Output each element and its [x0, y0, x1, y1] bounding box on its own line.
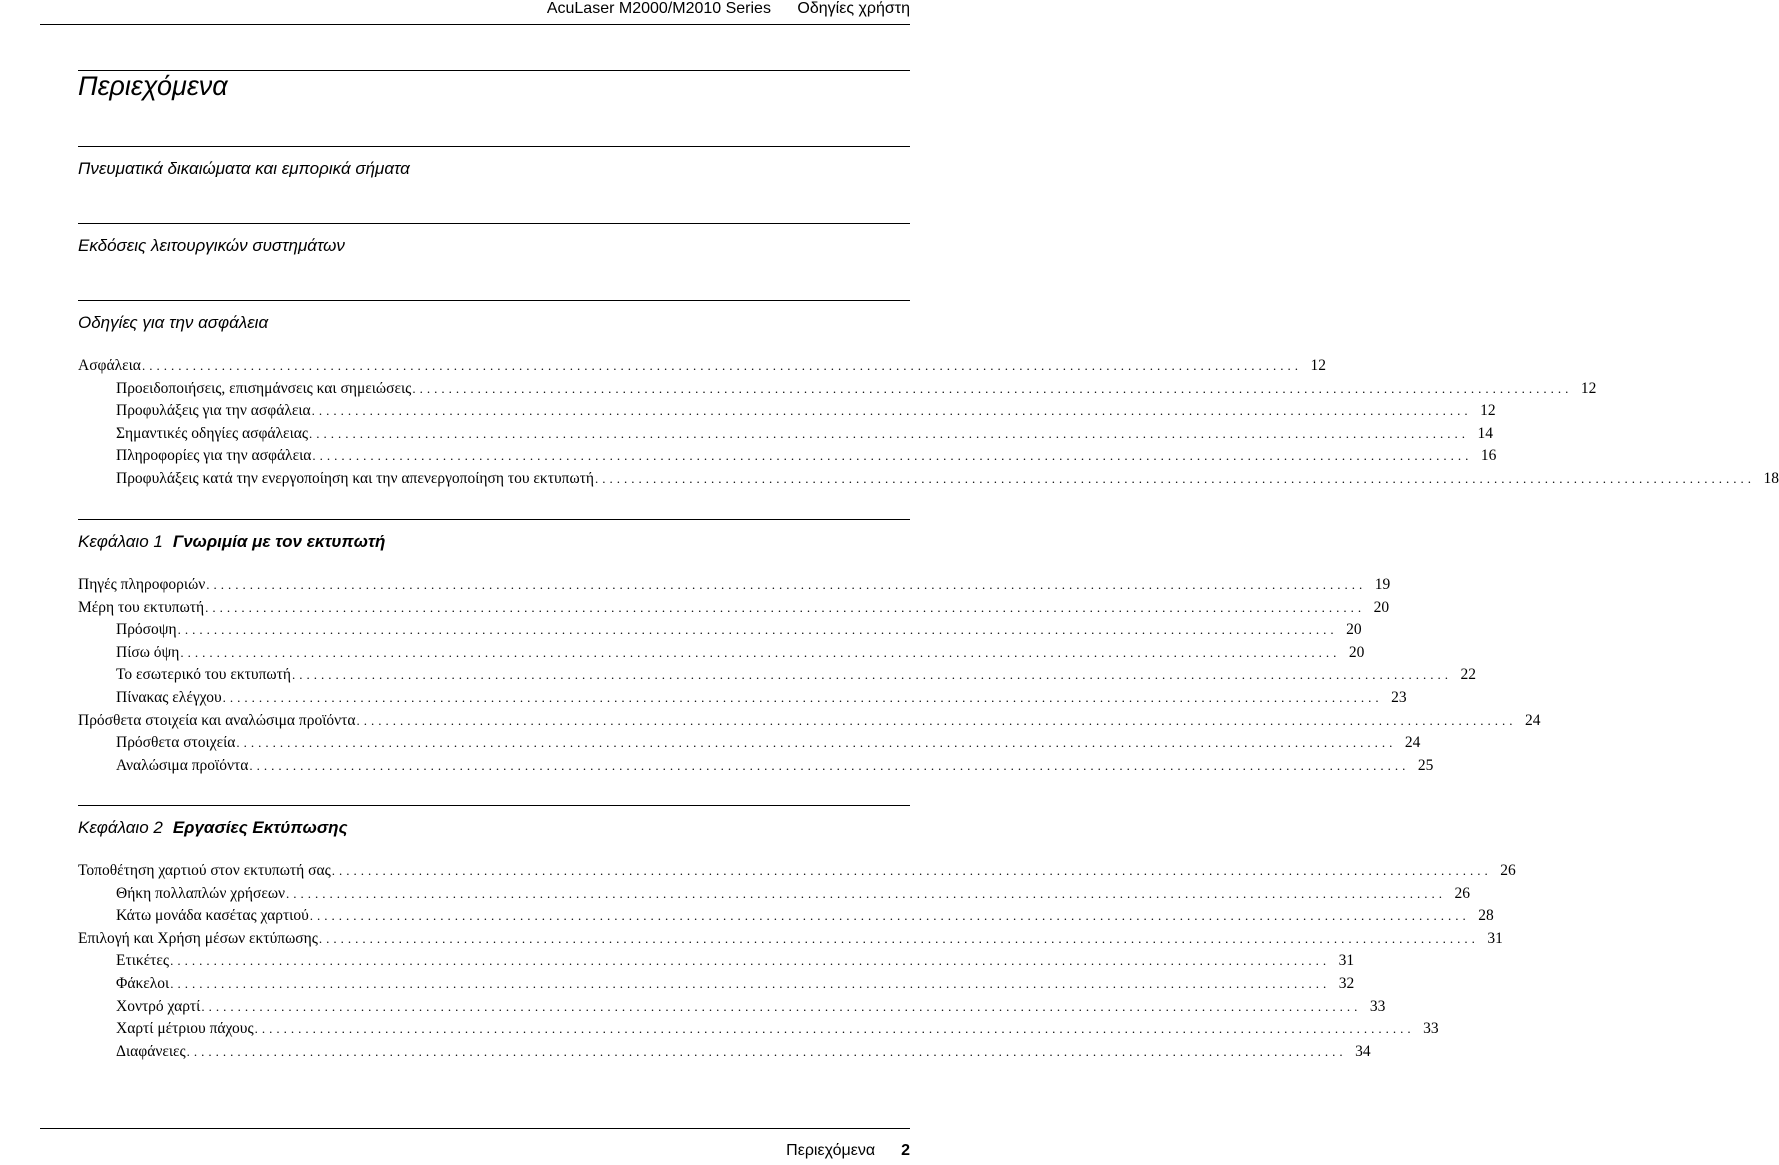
toc-entry-label: Ετικέτες: [116, 952, 170, 970]
toc-entry-page: 24: [1404, 734, 1421, 752]
toc-entry-label: Χαρτί μέτριου πάχους: [116, 1020, 254, 1038]
toc-entry-label: Διαφάνειες: [116, 1042, 186, 1060]
toc-entry-label: Το εσωτερικό του εκτυπωτή: [116, 666, 291, 684]
toc-entry-page: 19: [1374, 576, 1391, 593]
section-title[interactable]: Πνευματικά δικαιώματα και εμπορικά σήματα: [78, 159, 410, 178]
header-rule: [40, 24, 910, 25]
dot-leader: ................................................................................................................................................................: [331, 863, 1492, 878]
toc-entry[interactable]: [116, 643, 1365, 664]
toc-entry-label: Πρόσθετα στοιχεία και αναλώσιμα προϊόντα: [78, 711, 356, 729]
toc-entry-page: 20: [1348, 643, 1365, 661]
dot-leader: ................................................................................................................................................................: [412, 380, 1573, 396]
dot-leader: ................................................................................................................................................................: [318, 930, 1479, 946]
toc-entry[interactable]: [78, 575, 1391, 596]
header-doc-type: Οδηγίες χρήστη: [797, 0, 910, 17]
toc-entry[interactable]: [116, 756, 1434, 777]
toc-entry-page: 34: [1355, 1042, 1371, 1060]
dot-leader: ................................................................................................................................................................: [201, 998, 1362, 1014]
section-title[interactable]: Εκδόσεις λειτουργικών συστημάτων: [78, 236, 345, 255]
dot-leader: ................................................................................................................................................................: [311, 403, 1472, 419]
toc-entry-page: 20: [1373, 598, 1390, 616]
toc-entry-page: 12: [1310, 357, 1326, 374]
dot-leader: ................................................................................................................................................................: [186, 1043, 1347, 1059]
dot-leader: ................................................................................................................................................................: [205, 599, 1366, 615]
toc-entry-label: Πρόσθετα στοιχεία: [116, 734, 236, 752]
dot-leader: ................................................................................................................................................................: [236, 735, 1397, 751]
toc-entry-label: Πίνακας ελέγχου: [116, 689, 222, 706]
section-title[interactable]: Γνωριμία με τον εκτυπωτή: [172, 532, 386, 551]
toc-entry[interactable]: [116, 446, 1497, 467]
toc-entry-label: Ασφάλεια: [78, 357, 141, 374]
toc-entry-page: 16: [1480, 447, 1497, 465]
toc-entry-page: 32: [1338, 975, 1355, 992]
dot-leader: ................................................................................................................................................................: [180, 644, 1341, 660]
footer-page-number: 2: [901, 1142, 910, 1159]
footer-rule: [40, 1128, 910, 1129]
section-heading: [78, 805, 910, 837]
dot-leader: ................................................................................................................................................................: [177, 622, 1338, 638]
toc-entry-page: 25: [1417, 756, 1434, 774]
section-heading: [78, 300, 910, 332]
dot-leader: ................................................................................................................................................................: [254, 1021, 1415, 1037]
dot-leader: ................................................................................................................................................................: [356, 712, 1517, 728]
dot-leader: ................................................................................................................................................................: [170, 953, 1331, 969]
toc-entry-label: Σημαντικές οδηγίες ασφάλειας: [116, 424, 308, 442]
section-title[interactable]: Εργασίες Εκτύπωσης: [172, 818, 348, 837]
toc-entry-page: 18: [1763, 470, 1779, 487]
toc-entry-page: 31: [1338, 952, 1355, 970]
toc-entry-page: 22: [1460, 666, 1476, 684]
section-title[interactable]: Οδηγίες για την ασφάλεια: [78, 313, 269, 332]
dot-leader: ................................................................................................................................................................: [309, 425, 1469, 441]
running-header: [525, 0, 910, 20]
toc-entry[interactable]: [116, 906, 1494, 927]
toc-entry[interactable]: [78, 356, 1326, 377]
toc-entry-label: Πληροφορίες για την ασφάλεια: [116, 447, 312, 465]
toc-entry[interactable]: [116, 1042, 1371, 1063]
toc-entry-label: Πηγές πληροφοριών: [78, 576, 206, 593]
toc-entry-page: 33: [1423, 1020, 1439, 1038]
toc-entry-label: Πρόσοψη: [116, 621, 177, 639]
chapter-number: Κεφάλαιο 1: [78, 532, 163, 551]
toc-entry-page: 24: [1524, 711, 1541, 729]
toc-entry-label: Επιλογή και Χρήση μέσων εκτύπωσης: [78, 929, 318, 947]
toc-entry[interactable]: [116, 733, 1421, 754]
page-title: Περιεχόμενα: [78, 71, 228, 101]
toc-entry[interactable]: [116, 884, 1471, 905]
toc-entry-page: 31: [1487, 929, 1503, 947]
toc-entry-label: Χοντρό χαρτί: [116, 997, 201, 1015]
toc-entry-label: Κάτω μονάδα κασέτας χαρτιού: [116, 907, 309, 925]
dot-leader: ................................................................................................................................................................: [286, 885, 1447, 901]
toc-entry-page: 28: [1478, 907, 1494, 925]
toc-entry-page: 14: [1477, 424, 1493, 442]
toc-entry-page: 20: [1346, 621, 1362, 639]
dot-leader: ................................................................................................................................................................: [170, 976, 1331, 991]
chapter-number: Κεφάλαιο 2: [78, 818, 163, 837]
toc-entry[interactable]: [116, 620, 1362, 641]
toc-entry-label: Θήκη πολλαπλών χρήσεων: [116, 884, 286, 902]
toc-entry-page: 26: [1500, 862, 1516, 879]
toc-entry[interactable]: [116, 688, 1407, 709]
toc-entry[interactable]: [78, 861, 1516, 882]
toc-entry[interactable]: [116, 1019, 1439, 1040]
dot-leader: ................................................................................................................................................................: [222, 690, 1383, 705]
section-heading: [78, 519, 910, 551]
toc-entry[interactable]: [116, 401, 1496, 422]
section-heading: [78, 146, 910, 178]
dot-leader: ................................................................................................................................................................: [595, 471, 1755, 486]
toc-entry-label: Φάκελοι: [116, 975, 170, 992]
dot-leader: ................................................................................................................................................................: [206, 577, 1367, 592]
toc-entry-label: Αναλώσιμα προϊόντα: [116, 756, 249, 774]
dot-leader: ................................................................................................................................................................: [291, 667, 1452, 683]
toc-entry-label: Προειδοποιήσεις, επισημάνσεις και σημειώσεις: [116, 379, 412, 397]
dot-leader: ................................................................................................................................................................: [312, 448, 1473, 464]
toc-entry[interactable]: [78, 598, 1390, 619]
toc-entry[interactable]: [116, 665, 1476, 686]
header-product: AcuLaser M2000/M2010 Series: [546, 0, 771, 17]
toc-entry-label: Προφυλάξεις κατά την ενεργοποίηση και την απενεργοποίηση του εκτυπωτή: [116, 470, 594, 487]
toc-entry-label: Μέρη του εκτυπωτή: [78, 598, 205, 616]
toc-entry[interactable]: [116, 469, 1779, 490]
toc-entry[interactable]: [116, 379, 1597, 400]
toc-entry[interactable]: [116, 997, 1386, 1018]
toc-entry-page: 33: [1369, 997, 1386, 1015]
toc-entry[interactable]: [78, 929, 1503, 950]
toc-entry-page: 23: [1391, 689, 1407, 706]
toc-entry[interactable]: [116, 974, 1355, 995]
toc-entry-label: Πίσω όψη: [116, 643, 180, 661]
dot-leader: ................................................................................................................................................................: [141, 358, 1302, 373]
toc-entry-page: 12: [1580, 379, 1597, 397]
footer-label: Περιεχόμενα: [786, 1142, 876, 1159]
toc-entry-page: 12: [1480, 402, 1496, 420]
toc-entry-label: Προφυλάξεις για την ασφάλεια: [116, 402, 311, 420]
section-heading: [78, 223, 910, 255]
toc-entry[interactable]: [78, 711, 1541, 732]
running-footer: [786, 1142, 910, 1160]
dot-leader: ................................................................................................................................................................: [249, 757, 1410, 773]
dot-leader: ................................................................................................................................................................: [309, 908, 1470, 924]
toc-entry-page: 26: [1454, 884, 1471, 902]
toc-entry[interactable]: [116, 424, 1493, 445]
toc-entry[interactable]: [116, 951, 1355, 972]
toc-entry-label: Τοποθέτηση χαρτιού στον εκτυπωτή σας: [78, 862, 331, 879]
